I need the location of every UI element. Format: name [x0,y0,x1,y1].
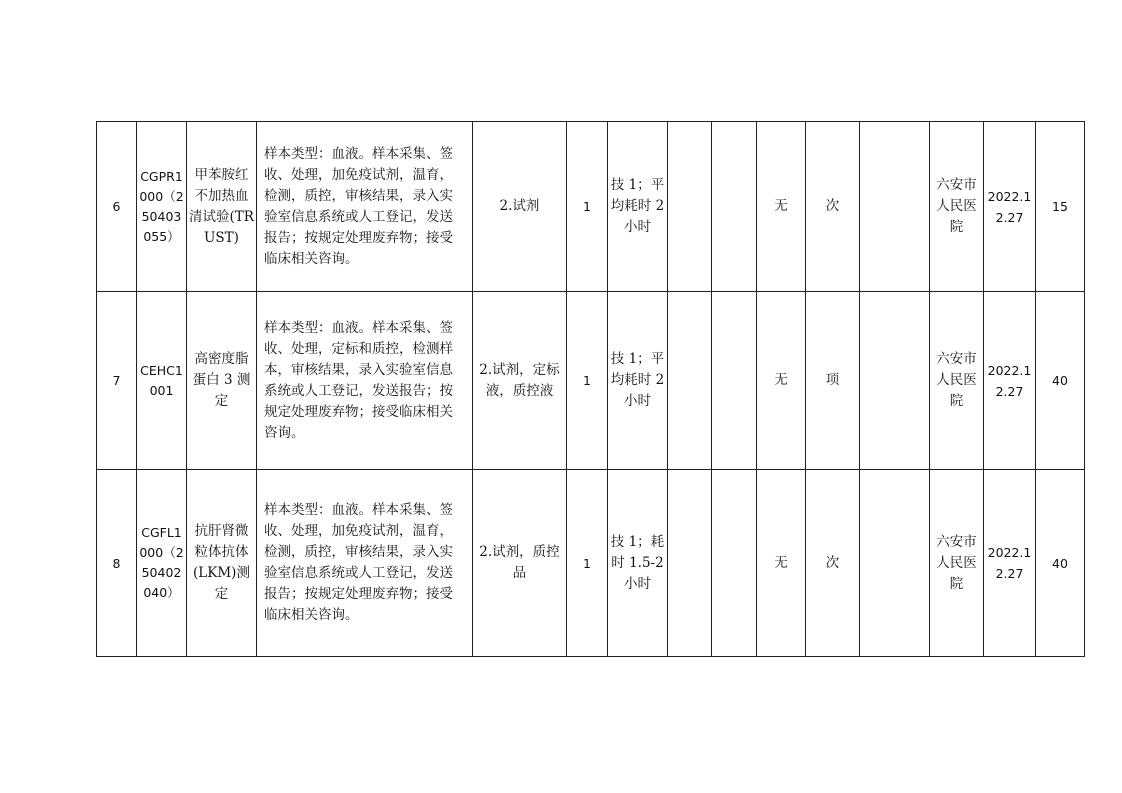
empty-cell [668,292,712,470]
empty-cell [668,470,712,657]
item-content-cell: 样本类型：血液。样本采集、签收、处理，加免疫试剂，温育，检测，质控，审核结果，录入实验室信息系统或人工登记，发送报告；按规定处理废弃物；接受临床相关咨询。 [257,470,473,657]
item-code-cell: CGFL1000（250402040） [137,470,187,657]
labor-cell: 技 1；耗时 1.5-2 小时 [608,470,668,657]
pricing-table [96,121,1085,657]
date-cell: 2022.12.27 [984,122,1036,292]
empty-cell [860,470,930,657]
labor-cell: 技 1；平均耗时 2 小时 [608,122,668,292]
date-cell: 2022.12.27 [984,470,1036,657]
count-cell: 1 [567,122,608,292]
empty-cell [668,122,712,292]
materials-cell: 2.试剂，定标液，质控液 [473,292,567,470]
price-cell: 15 [1036,122,1085,292]
unit-cell: 次 [806,470,860,657]
date-cell: 2022.12.27 [984,292,1036,470]
materials-cell: 2.试剂 [473,122,567,292]
price-cell: 40 [1036,292,1085,470]
applicant-cell: 六安市人民医院 [930,292,984,470]
table-row [97,292,1085,470]
row-index-cell: 7 [97,292,137,470]
unit-cell: 次 [806,122,860,292]
labor-cell: 技 1；平均耗时 2 小时 [608,292,668,470]
row-index-cell: 6 [97,122,137,292]
item-code-cell: CEHC1001 [137,292,187,470]
item-name-cell: 高密度脂蛋白 3 测定 [187,292,257,470]
applicant-cell: 六安市人民医院 [930,122,984,292]
exclusion-cell: 无 [757,470,806,657]
count-cell: 1 [567,470,608,657]
table-row [97,470,1085,657]
item-content-cell: 样本类型：血液。样本采集、签收、处理，加免疫试剂，温育，检测，质控，审核结果，录入实验室信息系统或人工登记，发送报告；按规定处理废弃物；接受临床相关咨询。 [257,122,473,292]
count-cell: 1 [567,292,608,470]
item-code-cell: CGPR1000（250403055） [137,122,187,292]
exclusion-cell: 无 [757,292,806,470]
applicant-cell: 六安市人民医院 [930,470,984,657]
empty-cell [712,470,757,657]
empty-cell [860,122,930,292]
row-index-cell: 8 [97,470,137,657]
item-name-cell: 甲苯胺红不加热血清试验(TRUST) [187,122,257,292]
item-name-cell: 抗肝肾微粒体抗体(LKM)测定 [187,470,257,657]
price-cell: 40 [1036,470,1085,657]
empty-cell [712,122,757,292]
item-content-cell: 样本类型：血液。样本采集、签收、处理，定标和质控，检测样本，审核结果，录入实验室信息系统或人工登记，发送报告；按规定处理废弃物；接受临床相关咨询。 [257,292,473,470]
empty-cell [860,292,930,470]
materials-cell: 2.试剂，质控品 [473,470,567,657]
unit-cell: 项 [806,292,860,470]
table-row [97,122,1085,292]
exclusion-cell: 无 [757,122,806,292]
empty-cell [712,292,757,470]
